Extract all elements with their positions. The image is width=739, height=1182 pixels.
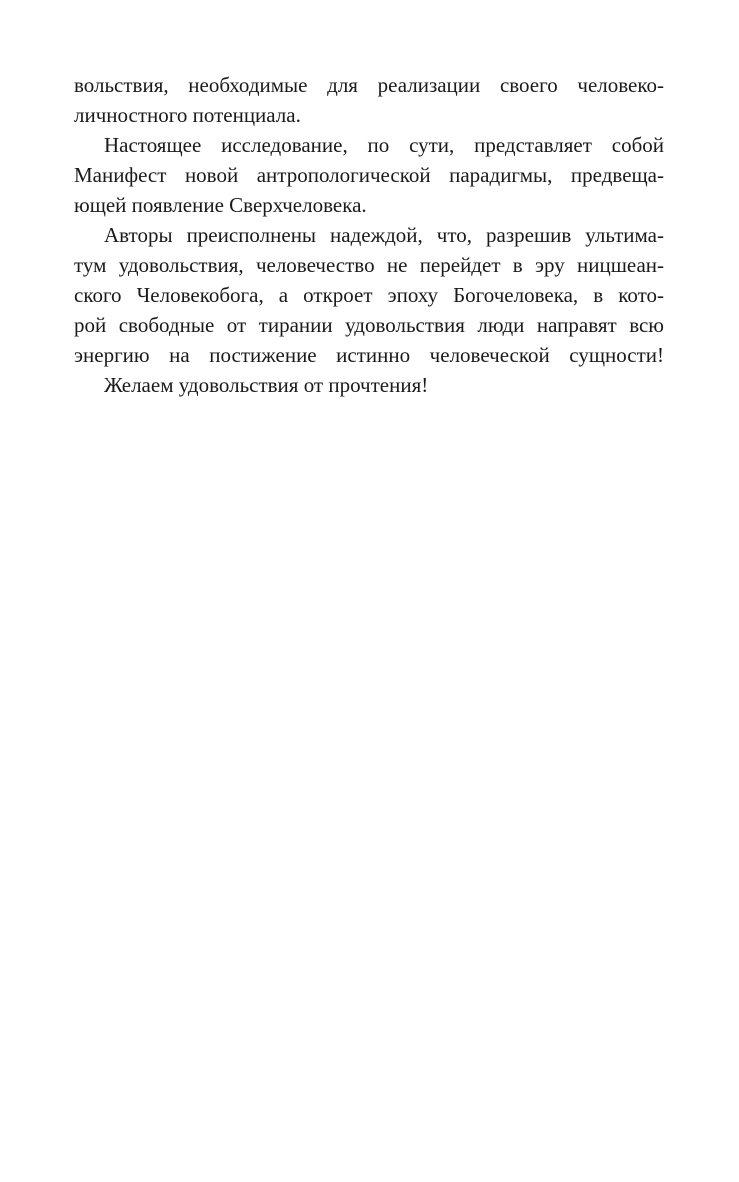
- text-line: энергию на постижение истинно человеческой сущности!: [74, 343, 664, 367]
- text-line: Настоящее исследование, по сути, представляет собой: [104, 133, 664, 157]
- page-body: [74, 70, 664, 400]
- paragraph-2: [74, 130, 664, 220]
- paragraph-4: [74, 370, 664, 400]
- paragraph-3: [74, 220, 664, 370]
- text-line: личностного потенциала.: [74, 103, 301, 127]
- text-line: ющей появление Сверхчеловека.: [74, 193, 367, 217]
- text-line: тум удовольствия, человечество не перейдет в эру ницшеан-: [74, 253, 664, 277]
- text-line: Желаем удовольствия от прочтения!: [104, 373, 429, 397]
- paragraph-1: [74, 70, 664, 130]
- text-line: Авторы преисполнены надеждой, что, разрешив ультима-: [104, 223, 664, 247]
- text-line: вольствия, необходимые для реализации своего человеко-: [74, 73, 664, 97]
- text-line: Манифест новой антропологической парадигмы, предвеща-: [74, 163, 664, 187]
- text-line: рой свободные от тирании удовольствия люди направят всю: [74, 313, 664, 337]
- text-line: ского Человекобога, а откроет эпоху Богочеловека, в кото-: [74, 283, 664, 307]
